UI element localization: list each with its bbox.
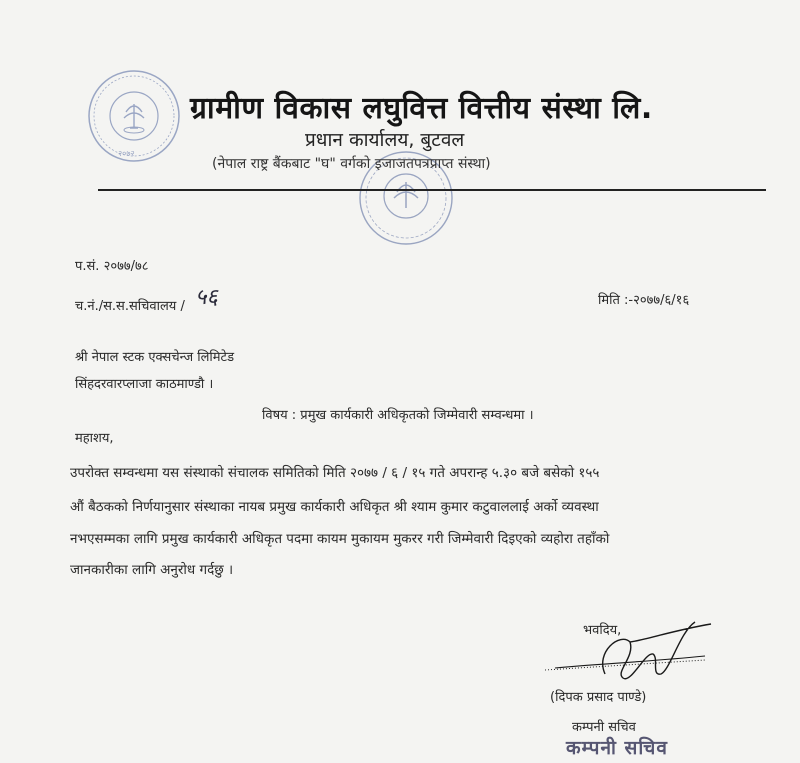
recipient-name: श्री नेपाल स्टक एक्सचेन्ज लिमिटेड bbox=[75, 350, 235, 365]
recipient-address: सिंहदरवारप्लाजा काठमाण्डौ । bbox=[75, 377, 214, 392]
header-divider bbox=[98, 189, 766, 191]
reference-pa-sa: प.सं. २०७७/७८ bbox=[75, 259, 149, 274]
seal-year: २०७२ bbox=[118, 149, 135, 158]
license-note: (नेपाल राष्ट्र बैंकबाट "घ" वर्गको इजाजतपत्रप्राप्त संस्था) bbox=[212, 156, 491, 172]
body-line-1: उपरोक्त सम्वन्धमा यस संस्थाको संचालक समितिको मिति २०७७ / ६ / १५ गते अपरान्ह ५.३० बजे बसेको १५५ bbox=[70, 465, 600, 481]
reference-cha-na bbox=[75, 287, 218, 317]
signature-scribble-icon bbox=[535, 612, 725, 692]
cha-na-label: च.नं./स.स.सचिवालय / bbox=[75, 299, 185, 314]
cha-na-number: ५६ bbox=[194, 285, 218, 310]
body-line-2: औं बैठकको निर्णयानुसार संस्थाका नायब प्रमुख कार्यकारी अधिकृत श्री श्याम कुमार कटुवाललाई अर्को व्यवस्था bbox=[70, 499, 599, 515]
body-line-3: नभएसम्मका लागि प्रमुख कार्यकारी अधिकृत पदमा कायम मुकायम मुकरर गरी जिम्मेवारी दिइएको व्यहोरा तहाँको bbox=[70, 531, 610, 547]
signature-closing: भवदिय, bbox=[583, 623, 622, 638]
letter-date: मिति :-२०७७/६/१६ bbox=[598, 293, 690, 308]
body-line-4: जानकारीका लागि अनुरोध गर्दछु । bbox=[70, 562, 234, 578]
organization-name: ग्रामीण विकास लघुवित्त वित्तीय संस्था लि. bbox=[190, 91, 653, 126]
salutation: महाशय, bbox=[75, 431, 114, 446]
subject-line: विषय : प्रमुख कार्यकारी अधिकृतको जिम्मेवारी सम्वन्धमा । bbox=[262, 408, 534, 423]
signatory-name: (दिपक प्रसाद पाण्डे) bbox=[550, 690, 647, 705]
head-office: प्रधान कार्यालय, बुटवल bbox=[305, 129, 465, 151]
designation-stamp: कम्पनी सचिव bbox=[566, 737, 668, 759]
signatory-designation: कम्पनी सचिव bbox=[572, 720, 636, 735]
